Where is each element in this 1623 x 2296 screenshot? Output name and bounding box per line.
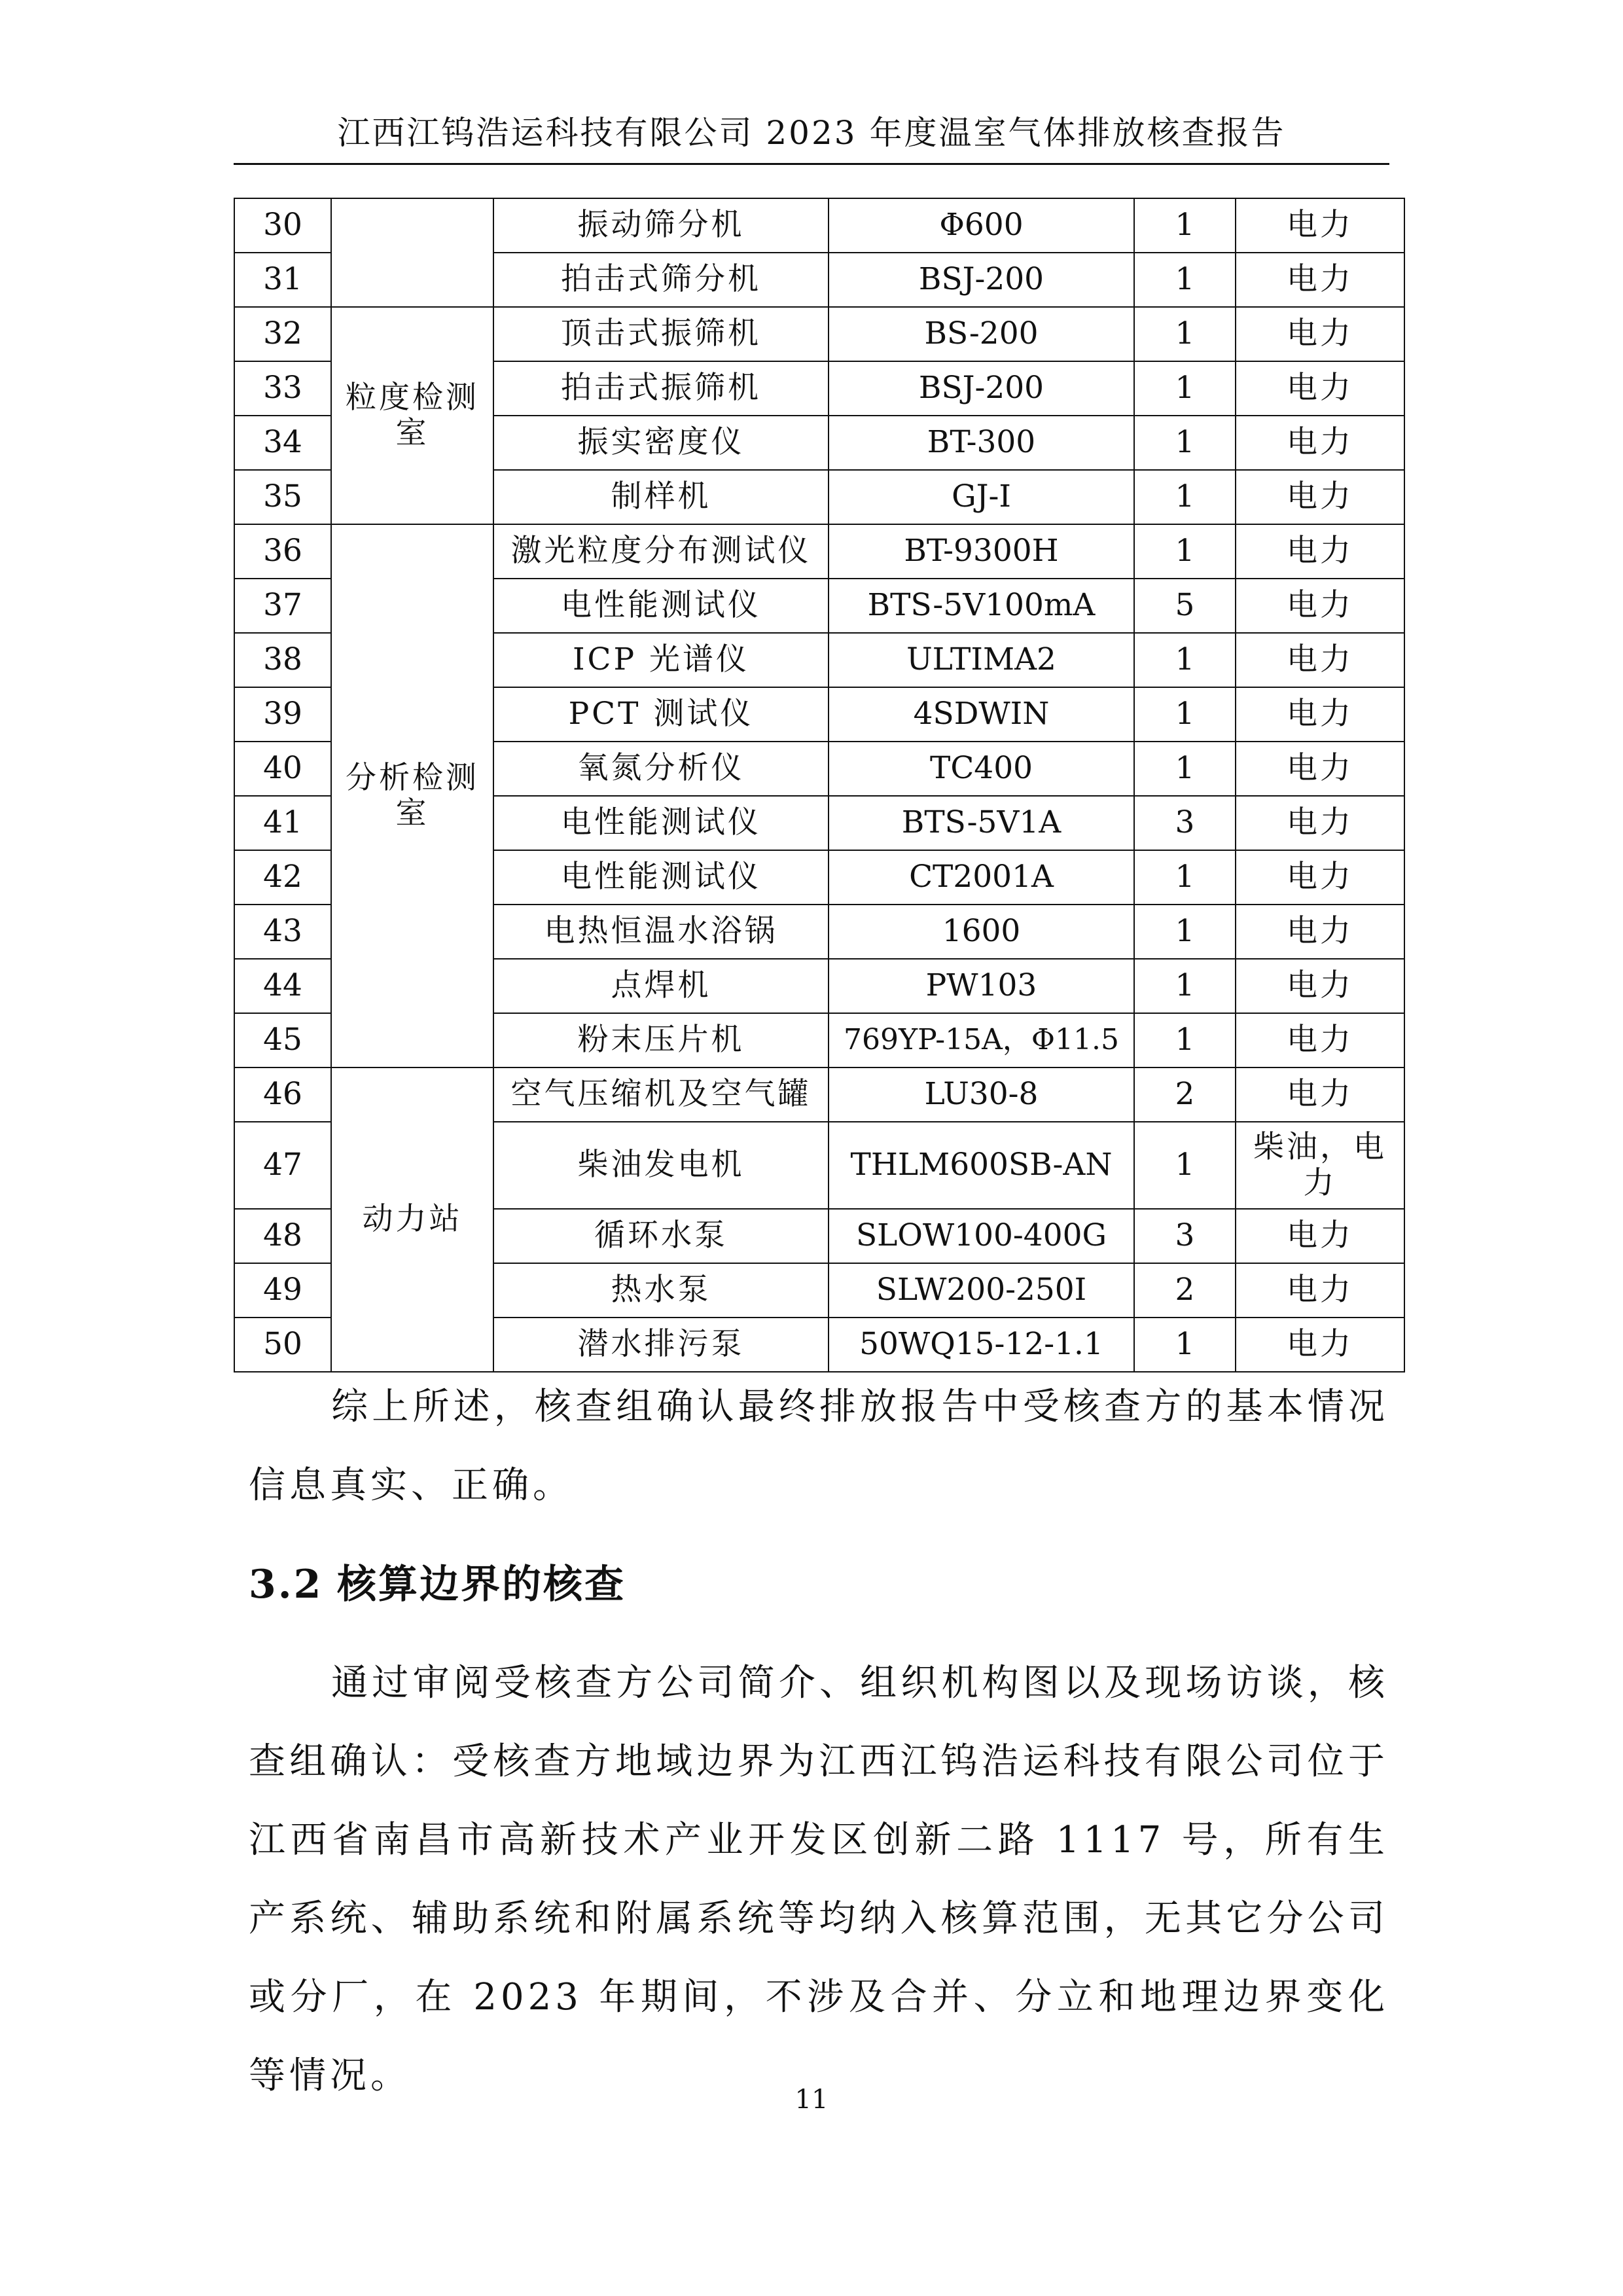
section-heading bbox=[249, 1558, 626, 1611]
cell-no: 33 bbox=[234, 361, 331, 416]
cell-model: BTS-5V1A bbox=[829, 796, 1134, 850]
table-row bbox=[234, 198, 1404, 253]
cell-qty: 1 bbox=[1134, 361, 1236, 416]
body-text: 通过审阅受核查方公司简介、组织机构图以及现场访谈，核查组确认：受核查方地域边界为江西江钨浩运科技有限公司位于江西省南昌市高新技术产业开发区创新二路 1117 号，所有生产系统、辅助系统和附属系统等均纳入核算范围，无其它分公司或分厂，在 2023 年期间，不涉及合并、分立和地理边界变化等情况。 bbox=[249, 1662, 1389, 2097]
cell-name: 振实密度仪 bbox=[493, 416, 829, 470]
cell-energy: 电力 bbox=[1236, 198, 1404, 253]
cell-no: 35 bbox=[234, 470, 331, 524]
cell-name: 潜水排污泵 bbox=[493, 1318, 829, 1372]
cell-energy: 柴油，电力 bbox=[1236, 1122, 1404, 1209]
cell-name: 氧氮分析仪 bbox=[493, 742, 829, 796]
cell-energy: 电力 bbox=[1236, 524, 1404, 579]
cell-no: 32 bbox=[234, 307, 331, 361]
cell-name: 激光粒度分布测试仪 bbox=[493, 524, 829, 579]
cell-qty: 5 bbox=[1134, 579, 1236, 633]
cell-qty: 1 bbox=[1134, 1013, 1236, 1067]
cell-no: 50 bbox=[234, 1318, 331, 1372]
cell-model: THLM600SB-AN bbox=[829, 1122, 1134, 1209]
cell-no: 45 bbox=[234, 1013, 331, 1067]
cell-name: 拍击式振筛机 bbox=[493, 361, 829, 416]
cell-name: 热水泵 bbox=[493, 1263, 829, 1318]
cell-model: Φ600 bbox=[829, 198, 1134, 253]
cell-name: 电热恒温水浴锅 bbox=[493, 905, 829, 959]
conclusion-paragraph bbox=[249, 1368, 1389, 1525]
cell-energy: 电力 bbox=[1236, 905, 1404, 959]
cell-name: ICP 光谱仪 bbox=[493, 633, 829, 687]
cell-qty: 2 bbox=[1134, 1263, 1236, 1318]
cell-energy: 电力 bbox=[1236, 959, 1404, 1013]
cell-energy: 电力 bbox=[1236, 253, 1404, 307]
cell-qty: 1 bbox=[1134, 850, 1236, 905]
cell-no: 34 bbox=[234, 416, 331, 470]
cell-no: 49 bbox=[234, 1263, 331, 1318]
cell-energy: 电力 bbox=[1236, 1209, 1404, 1263]
cell-qty: 1 bbox=[1134, 1122, 1236, 1209]
cell-model: 50WQ15-12-1.1 bbox=[829, 1318, 1134, 1372]
cell-energy: 电力 bbox=[1236, 1013, 1404, 1067]
cell-qty: 1 bbox=[1134, 905, 1236, 959]
page-header: 江西江钨浩运科技有限公司 2023 年度温室气体排放核查报告 bbox=[337, 114, 1286, 152]
cell-model: TC400 bbox=[829, 742, 1134, 796]
conclusion-text: 综上所述，核查组确认最终排放报告中受核查方的基本情况信息真实、正确。 bbox=[249, 1386, 1389, 1507]
table-row bbox=[234, 524, 1404, 579]
section-title: 核算边界的核查 bbox=[337, 1562, 626, 1607]
cell-model: BSJ-200 bbox=[829, 253, 1134, 307]
cell-qty: 3 bbox=[1134, 1209, 1236, 1263]
cell-model: SLOW100-400G bbox=[829, 1209, 1134, 1263]
page-number: 11 bbox=[794, 2085, 829, 2115]
cell-name: 粉末压片机 bbox=[493, 1013, 829, 1067]
cell-name: 电性能测试仪 bbox=[493, 796, 829, 850]
cell-energy: 电力 bbox=[1236, 742, 1404, 796]
cell-model: 769YP-15A，Φ11.5 bbox=[829, 1013, 1134, 1067]
cell-model: BS-200 bbox=[829, 307, 1134, 361]
cell-no: 37 bbox=[234, 579, 331, 633]
cell-qty: 1 bbox=[1134, 742, 1236, 796]
cell-qty: 1 bbox=[1134, 416, 1236, 470]
cell-name: 制样机 bbox=[493, 470, 829, 524]
cell-area: 分析检测室 bbox=[331, 524, 493, 1067]
cell-qty: 1 bbox=[1134, 1318, 1236, 1372]
cell-no: 31 bbox=[234, 253, 331, 307]
cell-name: PCT 测试仪 bbox=[493, 687, 829, 742]
cell-energy: 电力 bbox=[1236, 796, 1404, 850]
cell-model: LU30-8 bbox=[829, 1067, 1134, 1122]
cell-name: 柴油发电机 bbox=[493, 1122, 829, 1209]
cell-model: BT-300 bbox=[829, 416, 1134, 470]
cell-qty: 1 bbox=[1134, 959, 1236, 1013]
cell-model: PW103 bbox=[829, 959, 1134, 1013]
cell-name: 空气压缩机及空气罐 bbox=[493, 1067, 829, 1122]
cell-no: 44 bbox=[234, 959, 331, 1013]
cell-qty: 1 bbox=[1134, 633, 1236, 687]
cell-no: 42 bbox=[234, 850, 331, 905]
cell-energy: 电力 bbox=[1236, 307, 1404, 361]
cell-no: 39 bbox=[234, 687, 331, 742]
cell-model: 4SDWIN bbox=[829, 687, 1134, 742]
cell-model: BSJ-200 bbox=[829, 361, 1134, 416]
cell-energy: 电力 bbox=[1236, 579, 1404, 633]
cell-area bbox=[331, 198, 493, 307]
cell-no: 30 bbox=[234, 198, 331, 253]
cell-energy: 电力 bbox=[1236, 470, 1404, 524]
cell-name: 点焊机 bbox=[493, 959, 829, 1013]
cell-model: 1600 bbox=[829, 905, 1134, 959]
cell-name: 顶击式振筛机 bbox=[493, 307, 829, 361]
cell-energy: 电力 bbox=[1236, 361, 1404, 416]
cell-model: BTS-5V100mA bbox=[829, 579, 1134, 633]
cell-model: GJ-I bbox=[829, 470, 1134, 524]
table-row bbox=[234, 307, 1404, 361]
cell-energy: 电力 bbox=[1236, 633, 1404, 687]
cell-energy: 电力 bbox=[1236, 1067, 1404, 1122]
cell-energy: 电力 bbox=[1236, 850, 1404, 905]
cell-name: 电性能测试仪 bbox=[493, 850, 829, 905]
header-divider bbox=[234, 163, 1389, 165]
cell-area: 粒度检测室 bbox=[331, 307, 493, 524]
cell-area: 动力站 bbox=[331, 1067, 493, 1372]
cell-qty: 1 bbox=[1134, 307, 1236, 361]
cell-name: 循环水泵 bbox=[493, 1209, 829, 1263]
cell-no: 46 bbox=[234, 1067, 331, 1122]
cell-model: CT2001A bbox=[829, 850, 1134, 905]
cell-name: 电性能测试仪 bbox=[493, 579, 829, 633]
cell-no: 43 bbox=[234, 905, 331, 959]
cell-energy: 电力 bbox=[1236, 1318, 1404, 1372]
cell-qty: 2 bbox=[1134, 1067, 1236, 1122]
cell-name: 拍击式筛分机 bbox=[493, 253, 829, 307]
cell-qty: 1 bbox=[1134, 198, 1236, 253]
cell-energy: 电力 bbox=[1236, 1263, 1404, 1318]
cell-qty: 3 bbox=[1134, 796, 1236, 850]
cell-no: 40 bbox=[234, 742, 331, 796]
cell-qty: 1 bbox=[1134, 253, 1236, 307]
equipment-table bbox=[234, 198, 1405, 1372]
cell-model: ULTIMA2 bbox=[829, 633, 1134, 687]
cell-model: BT-9300H bbox=[829, 524, 1134, 579]
cell-no: 38 bbox=[234, 633, 331, 687]
cell-qty: 1 bbox=[1134, 470, 1236, 524]
cell-no: 47 bbox=[234, 1122, 331, 1209]
cell-model: SLW200-250I bbox=[829, 1263, 1134, 1318]
body-paragraph bbox=[249, 1644, 1389, 2115]
cell-energy: 电力 bbox=[1236, 416, 1404, 470]
cell-energy: 电力 bbox=[1236, 687, 1404, 742]
section-number: 3.2 bbox=[249, 1562, 323, 1607]
cell-no: 48 bbox=[234, 1209, 331, 1263]
cell-qty: 1 bbox=[1134, 687, 1236, 742]
cell-no: 36 bbox=[234, 524, 331, 579]
table-row bbox=[234, 1067, 1404, 1122]
cell-no: 41 bbox=[234, 796, 331, 850]
cell-qty: 1 bbox=[1134, 524, 1236, 579]
cell-name: 振动筛分机 bbox=[493, 198, 829, 253]
